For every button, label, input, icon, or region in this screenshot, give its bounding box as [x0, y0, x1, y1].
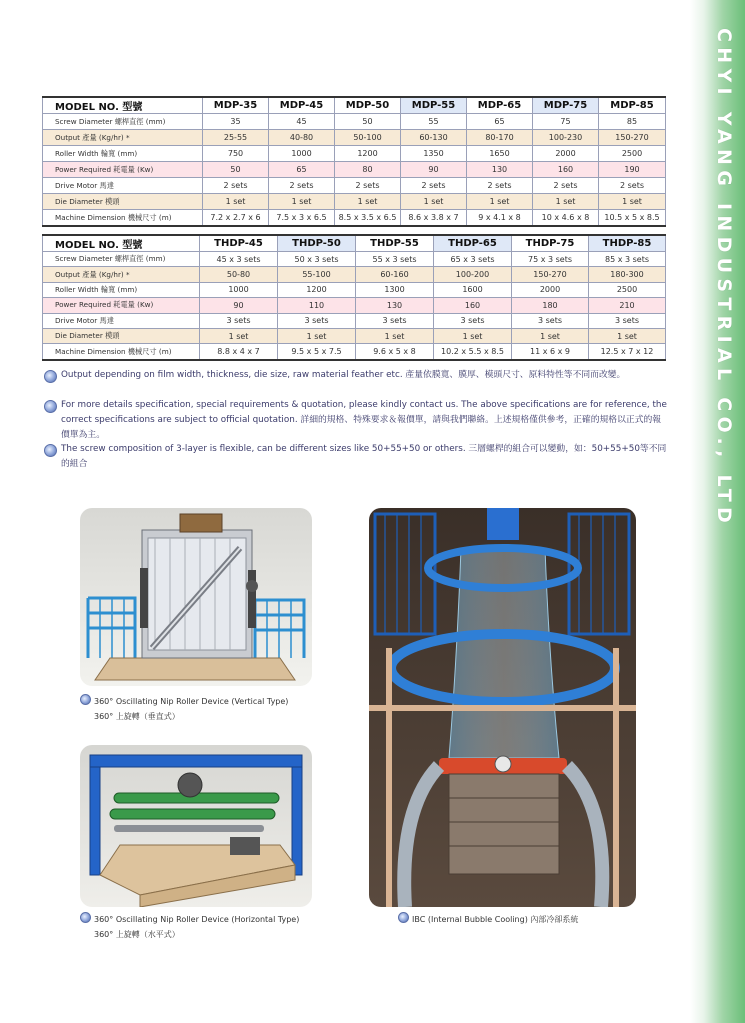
table-cell: 80-170 — [467, 130, 533, 146]
row-label: Power Required 耗電量 (Kw) — [43, 298, 200, 313]
caption-en: IBC (Internal Bubble Cooling) 內部冷卻系統 — [412, 915, 579, 924]
note-output — [44, 368, 669, 383]
table-cell: 10.2 x 5.5 x 8.5 — [434, 344, 512, 360]
row-label: Die Diameter 模頭 — [43, 328, 200, 343]
table-cell: 130 — [356, 298, 434, 313]
table-row — [43, 328, 666, 343]
row-label: Output 產量 (Kg/hr) * — [43, 130, 203, 146]
bullet-icon — [44, 370, 57, 383]
table-cell: 75 x 3 sets — [512, 252, 589, 267]
table-row — [43, 162, 666, 178]
table-cell: 8.5 x 3.5 x 6.5 — [335, 210, 401, 227]
table-cell: 50 — [203, 162, 269, 178]
row-label: Roller Width 輪寬 (mm) — [43, 146, 203, 162]
spec-table-thdp — [42, 234, 666, 361]
table-cell: 85 x 3 sets — [589, 252, 666, 267]
model-header: MDP-45 — [269, 97, 335, 114]
caption-zh: 360° 上旋轉（垂直式） — [94, 712, 180, 721]
table-cell: 65 — [467, 114, 533, 130]
note-text: The screw composition of 3-layer is flexible, can be different sizes like 50+55+50 or others. 三層螺桿的組合可以變動，如：50+55+50等不同的組合 — [61, 444, 667, 469]
model-header: MDP-85 — [599, 97, 666, 114]
table-cell: 10 x 4.6 x 8 — [533, 210, 599, 227]
model-header: MDP-35 — [203, 97, 269, 114]
table-cell: 1600 — [434, 282, 512, 297]
table-header-row — [43, 97, 666, 114]
bullet-icon — [80, 912, 91, 923]
table-cell: 150-270 — [512, 267, 589, 282]
table-cell: 1 set — [401, 194, 467, 210]
model-header: MDP-75 — [533, 97, 599, 114]
bullet-icon — [80, 694, 91, 705]
table-cell: 8.8 x 4 x 7 — [200, 344, 278, 360]
table-cell: 1000 — [269, 146, 335, 162]
table-cell: 750 — [203, 146, 269, 162]
row-label: Power Required 耗電量 (Kw) — [43, 162, 203, 178]
table-cell: 2 sets — [203, 178, 269, 194]
table-cell: 3 sets — [434, 313, 512, 328]
table-row — [43, 130, 666, 146]
table-cell: 160 — [434, 298, 512, 313]
model-header: MDP-65 — [467, 97, 533, 114]
table-cell: 1 set — [434, 328, 512, 343]
table-cell: 9.5 x 5 x 7.5 — [278, 344, 356, 360]
row-label: Machine Dimension 機械尺寸 (m) — [43, 344, 200, 360]
table-cell: 1 set — [467, 194, 533, 210]
horizontal-nip-roller-photo — [80, 745, 312, 907]
bullet-icon — [44, 400, 57, 413]
table-cell: 1300 — [356, 282, 434, 297]
model-header: THDP-65 — [434, 235, 512, 252]
table-cell: 7.2 x 2.7 x 6 — [203, 210, 269, 227]
table-row — [43, 298, 666, 313]
table-cell: 2000 — [512, 282, 589, 297]
table-cell: 50 — [335, 114, 401, 130]
caption-ibc — [398, 912, 658, 927]
table-cell: 11 x 6 x 9 — [512, 344, 589, 360]
row-label: Screw Diameter 螺桿直徑 (mm) — [43, 114, 203, 130]
model-header: THDP-55 — [356, 235, 434, 252]
model-header: THDP-45 — [200, 235, 278, 252]
table-cell: 1 set — [589, 328, 666, 343]
row-label: Output 產量 (Kg/hr) * — [43, 267, 200, 282]
table-cell: 1000 — [200, 282, 278, 297]
table-row — [43, 210, 666, 227]
company-side-band — [690, 0, 745, 1023]
table-cell: 85 — [599, 114, 666, 130]
table-cell: 65 — [269, 162, 335, 178]
spec-table-mdp — [42, 96, 666, 227]
table-cell: 10.5 x 5 x 8.5 — [599, 210, 666, 227]
ibc-photo — [369, 508, 636, 907]
table-cell: 3 sets — [278, 313, 356, 328]
row-label: Machine Dimension 機械尺寸 (m) — [43, 210, 203, 227]
row-label: Drive Motor 馬達 — [43, 313, 200, 328]
table-cell: 110 — [278, 298, 356, 313]
table-cell: 1 set — [356, 328, 434, 343]
table-cell: 2 sets — [599, 178, 666, 194]
model-no-header: MODEL NO. 型號 — [43, 97, 203, 114]
table-cell: 1 set — [278, 328, 356, 343]
bullet-icon — [398, 912, 409, 923]
table-cell: 3 sets — [589, 313, 666, 328]
table-cell: 1 set — [203, 194, 269, 210]
table-cell: 2 sets — [401, 178, 467, 194]
model-header: MDP-55 — [401, 97, 467, 114]
model-header: THDP-85 — [589, 235, 666, 252]
table-row — [43, 344, 666, 360]
table-cell: 2000 — [533, 146, 599, 162]
table-cell: 50 x 3 sets — [278, 252, 356, 267]
table-cell: 2 sets — [335, 178, 401, 194]
table-cell: 160 — [533, 162, 599, 178]
table-cell: 3 sets — [200, 313, 278, 328]
table-cell: 2 sets — [269, 178, 335, 194]
table-cell: 55 x 3 sets — [356, 252, 434, 267]
table-cell: 80 — [335, 162, 401, 178]
table-row — [43, 178, 666, 194]
table-cell: 45 x 3 sets — [200, 252, 278, 267]
table-cell: 75 — [533, 114, 599, 130]
table-row — [43, 194, 666, 210]
table-cell: 45 — [269, 114, 335, 130]
table-cell: 1 set — [335, 194, 401, 210]
bullet-icon — [44, 444, 57, 457]
table-cell: 1 set — [200, 328, 278, 343]
table-cell: 90 — [200, 298, 278, 313]
note-screw-composition — [44, 442, 669, 472]
row-label: Roller Width 輪寬 (mm) — [43, 282, 200, 297]
table-header-row — [43, 235, 666, 252]
note-text: For more details specification, special requirements & quotation, please kindly contact us. The above specifications are for reference, the correct specifications are subject to official quotation. 詳細的規格、特殊要求＆報價單，請與我們聯絡。上述規格僅供參考，正確的規格以正式的報價單為主。 — [61, 400, 667, 440]
table-cell: 100-200 — [434, 267, 512, 282]
table-row — [43, 252, 666, 267]
table-cell: 90 — [401, 162, 467, 178]
table-cell: 150-270 — [599, 130, 666, 146]
row-label: Die Diameter 模頭 — [43, 194, 203, 210]
table-cell: 65 x 3 sets — [434, 252, 512, 267]
vertical-nip-roller-photo — [80, 508, 312, 686]
table-cell: 180 — [512, 298, 589, 313]
caption-vertical — [80, 694, 320, 724]
table-cell: 1200 — [278, 282, 356, 297]
table-row — [43, 267, 666, 282]
table-cell: 8.6 x 3.8 x 7 — [401, 210, 467, 227]
table-cell: 50-80 — [200, 267, 278, 282]
model-header: THDP-50 — [278, 235, 356, 252]
table-cell: 1650 — [467, 146, 533, 162]
caption-en: 360° Oscillating Nip Roller Device (Vertical Type) — [94, 697, 289, 706]
table-cell: 9 x 4.1 x 8 — [467, 210, 533, 227]
table-cell: 60-160 — [356, 267, 434, 282]
table-cell: 25-55 — [203, 130, 269, 146]
table-cell: 2500 — [589, 282, 666, 297]
table-row — [43, 313, 666, 328]
table-cell: 1 set — [512, 328, 589, 343]
caption-zh: 360° 上旋轉（水平式） — [94, 930, 180, 939]
table-cell: 12.5 x 7 x 12 — [589, 344, 666, 360]
table-cell: 55-100 — [278, 267, 356, 282]
model-header: THDP-75 — [512, 235, 589, 252]
table-cell: 50-100 — [335, 130, 401, 146]
table-cell: 1200 — [335, 146, 401, 162]
table-row — [43, 282, 666, 297]
model-no-header: MODEL NO. 型號 — [43, 235, 200, 252]
table-cell: 1 set — [533, 194, 599, 210]
caption-horizontal — [80, 912, 330, 942]
table-cell: 35 — [203, 114, 269, 130]
table-cell: 1350 — [401, 146, 467, 162]
table-cell: 180-300 — [589, 267, 666, 282]
row-label: Drive Motor 馬達 — [43, 178, 203, 194]
table-cell: 190 — [599, 162, 666, 178]
table-cell: 130 — [467, 162, 533, 178]
table-cell: 2 sets — [533, 178, 599, 194]
table-cell: 2500 — [599, 146, 666, 162]
table-cell: 55 — [401, 114, 467, 130]
table-row — [43, 146, 666, 162]
table-cell: 60-130 — [401, 130, 467, 146]
table-cell: 100-230 — [533, 130, 599, 146]
company-name: CHYI YANG INDUSTRIAL CO., LTD — [713, 28, 735, 529]
table-cell: 9.6 x 5 x 8 — [356, 344, 434, 360]
table-cell: 2 sets — [467, 178, 533, 194]
table-cell: 3 sets — [512, 313, 589, 328]
note-contact — [44, 398, 669, 443]
model-header: MDP-50 — [335, 97, 401, 114]
table-cell: 40-80 — [269, 130, 335, 146]
table-cell: 1 set — [599, 194, 666, 210]
note-text: Output depending on film width, thickness, die size, raw material feather etc. 產量依膜寬、膜厚、模頭尺寸、原料特性等不同而改變。 — [61, 370, 626, 380]
row-label: Screw Diameter 螺桿直徑 (mm) — [43, 252, 200, 267]
caption-en: 360° Oscillating Nip Roller Device (Horizontal Type) — [94, 915, 300, 924]
table-cell: 210 — [589, 298, 666, 313]
table-row — [43, 114, 666, 130]
table-cell: 1 set — [269, 194, 335, 210]
table-cell: 7.5 x 3 x 6.5 — [269, 210, 335, 227]
table-cell: 3 sets — [356, 313, 434, 328]
